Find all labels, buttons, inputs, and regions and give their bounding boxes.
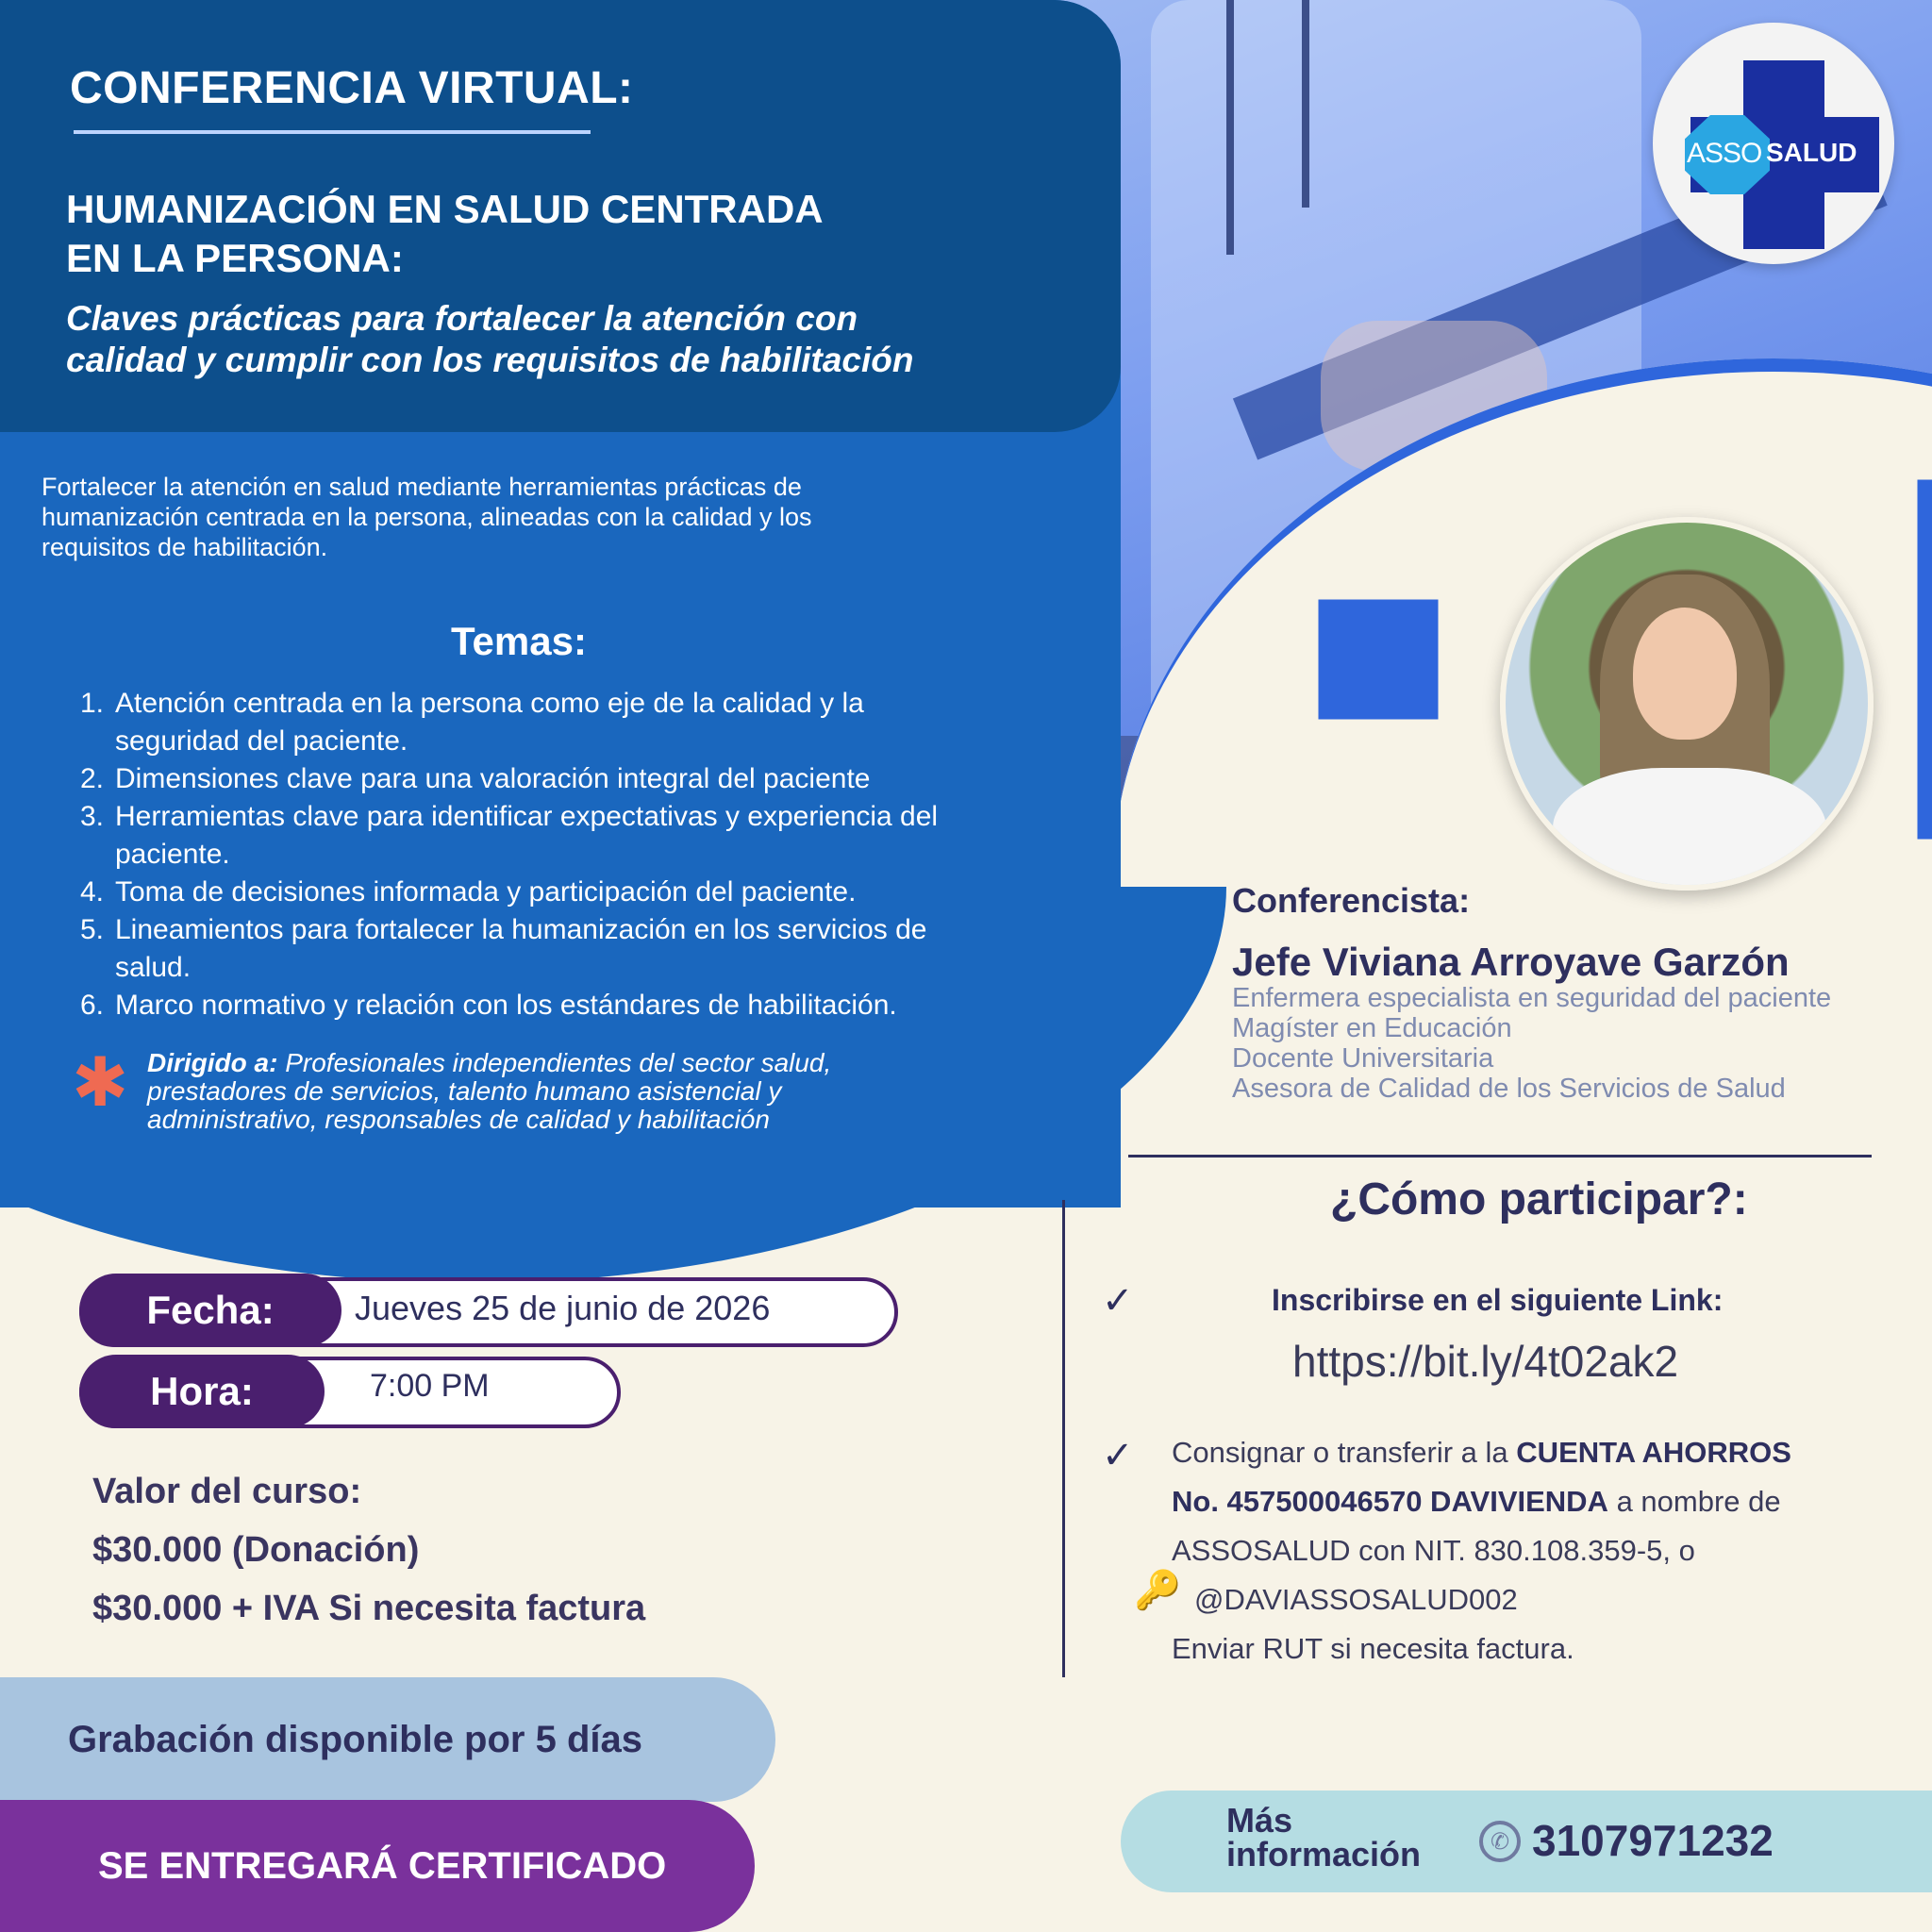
list-item: 6. Marco normativo y relación con los estándares de habilitación. (79, 990, 897, 1021)
info-label: Más información (1226, 1801, 1422, 1874)
time-value: 7:00 PM (370, 1368, 490, 1404)
header-divider (74, 130, 591, 134)
speaker-name: Jefe Viviana Arroyave Garzón (1232, 940, 1790, 984)
recording-banner: Grabación disponible por 5 días (0, 1677, 775, 1802)
event-type: CONFERENCIA VIRTUAL: (70, 63, 634, 113)
list-item: 4. Toma de decisiones informada y participación del paciente. (79, 876, 857, 908)
page-title: HUMANIZACIÓN EN SALUD CENTRADA EN LA PERSONA: (66, 187, 824, 280)
price-block: Valor del curso: $30.000 (Donación) $30.000 + IVA Si necesita factura (92, 1472, 646, 1628)
logo-salud-text: SALUD (1766, 138, 1857, 167)
registration-link[interactable]: https://bit.ly/4t02ak2 (1292, 1337, 1679, 1386)
asterisk-icon: ✱ (72, 1045, 129, 1121)
description: Fortalecer la atención en salud mediante herramientas prácticas de humanización centrada en la persona, alineadas con la calidad y los requisitos de habilitación. (42, 473, 812, 561)
list-item: 3. Herramientas clave para identificar expectativas y experiencia del paciente. (79, 801, 939, 870)
payment-instructions: Consignar o transferir a la CUENTA AHORROS No. 457500046570 DAVIVIENDA a nombre de ASSOSALUD con NIT. 830.108.359-5, o @DAVIASSOSALUD002 Enviar RUT si necesita factura. (1172, 1436, 1791, 1665)
checkmark-icon: ✓ (1102, 1280, 1134, 1322)
speaker-heading: Conferencista: (1232, 881, 1471, 920)
speaker-credentials: Enfermera especialista en seguridad del paciente Magíster en Educación Docente Universitaria Asesora de Calidad de los Servicios de Salud (1232, 983, 1832, 1104)
page-subtitle: Claves prácticas para fortalecer la atención con calidad y cumplir con los requisitos de habilitación (66, 299, 914, 379)
list-item: 1. Atención centrada en la persona como eje de la calidad y la seguridad del paciente. (79, 688, 864, 757)
vertical-divider (1062, 1200, 1065, 1677)
assosalud-logo (1653, 23, 1894, 264)
audience-note: Dirigido a: Profesionales independientes del sector salud, prestadores de servicios, talento humano asistencial y administrativo, responsables de calidad y habilitación (147, 1048, 832, 1134)
register-label: Inscribirse en el siguiente Link: (1272, 1283, 1724, 1317)
list-item: 2. Dimensiones clave para una valoración integral del paciente (79, 763, 871, 794)
topics-list (57, 685, 1038, 1024)
certificate-banner: SE ENTREGARÁ CERTIFICADO (0, 1800, 755, 1932)
key-icon: 🔑 (1134, 1570, 1181, 1611)
divider (1128, 1155, 1872, 1158)
speaker-photo (1500, 517, 1874, 891)
phone-number[interactable]: 3107971232 (1532, 1816, 1774, 1865)
participation-heading: ¿Cómo participar?: (1330, 1174, 1748, 1224)
checkmark-icon: ✓ (1102, 1435, 1134, 1476)
list-item: 5. Lineamientos para fortalecer la humanización en los servicios de salud. (79, 914, 927, 983)
topics-heading: Temas: (451, 619, 587, 663)
date-value: Jueves 25 de junio de 2026 (355, 1289, 771, 1327)
date-label: Fecha: (79, 1274, 341, 1347)
logo-asso-text: ASSO (1687, 138, 1762, 169)
whatsapp-icon: ✆ (1479, 1821, 1521, 1862)
time-label: Hora: (79, 1355, 325, 1428)
